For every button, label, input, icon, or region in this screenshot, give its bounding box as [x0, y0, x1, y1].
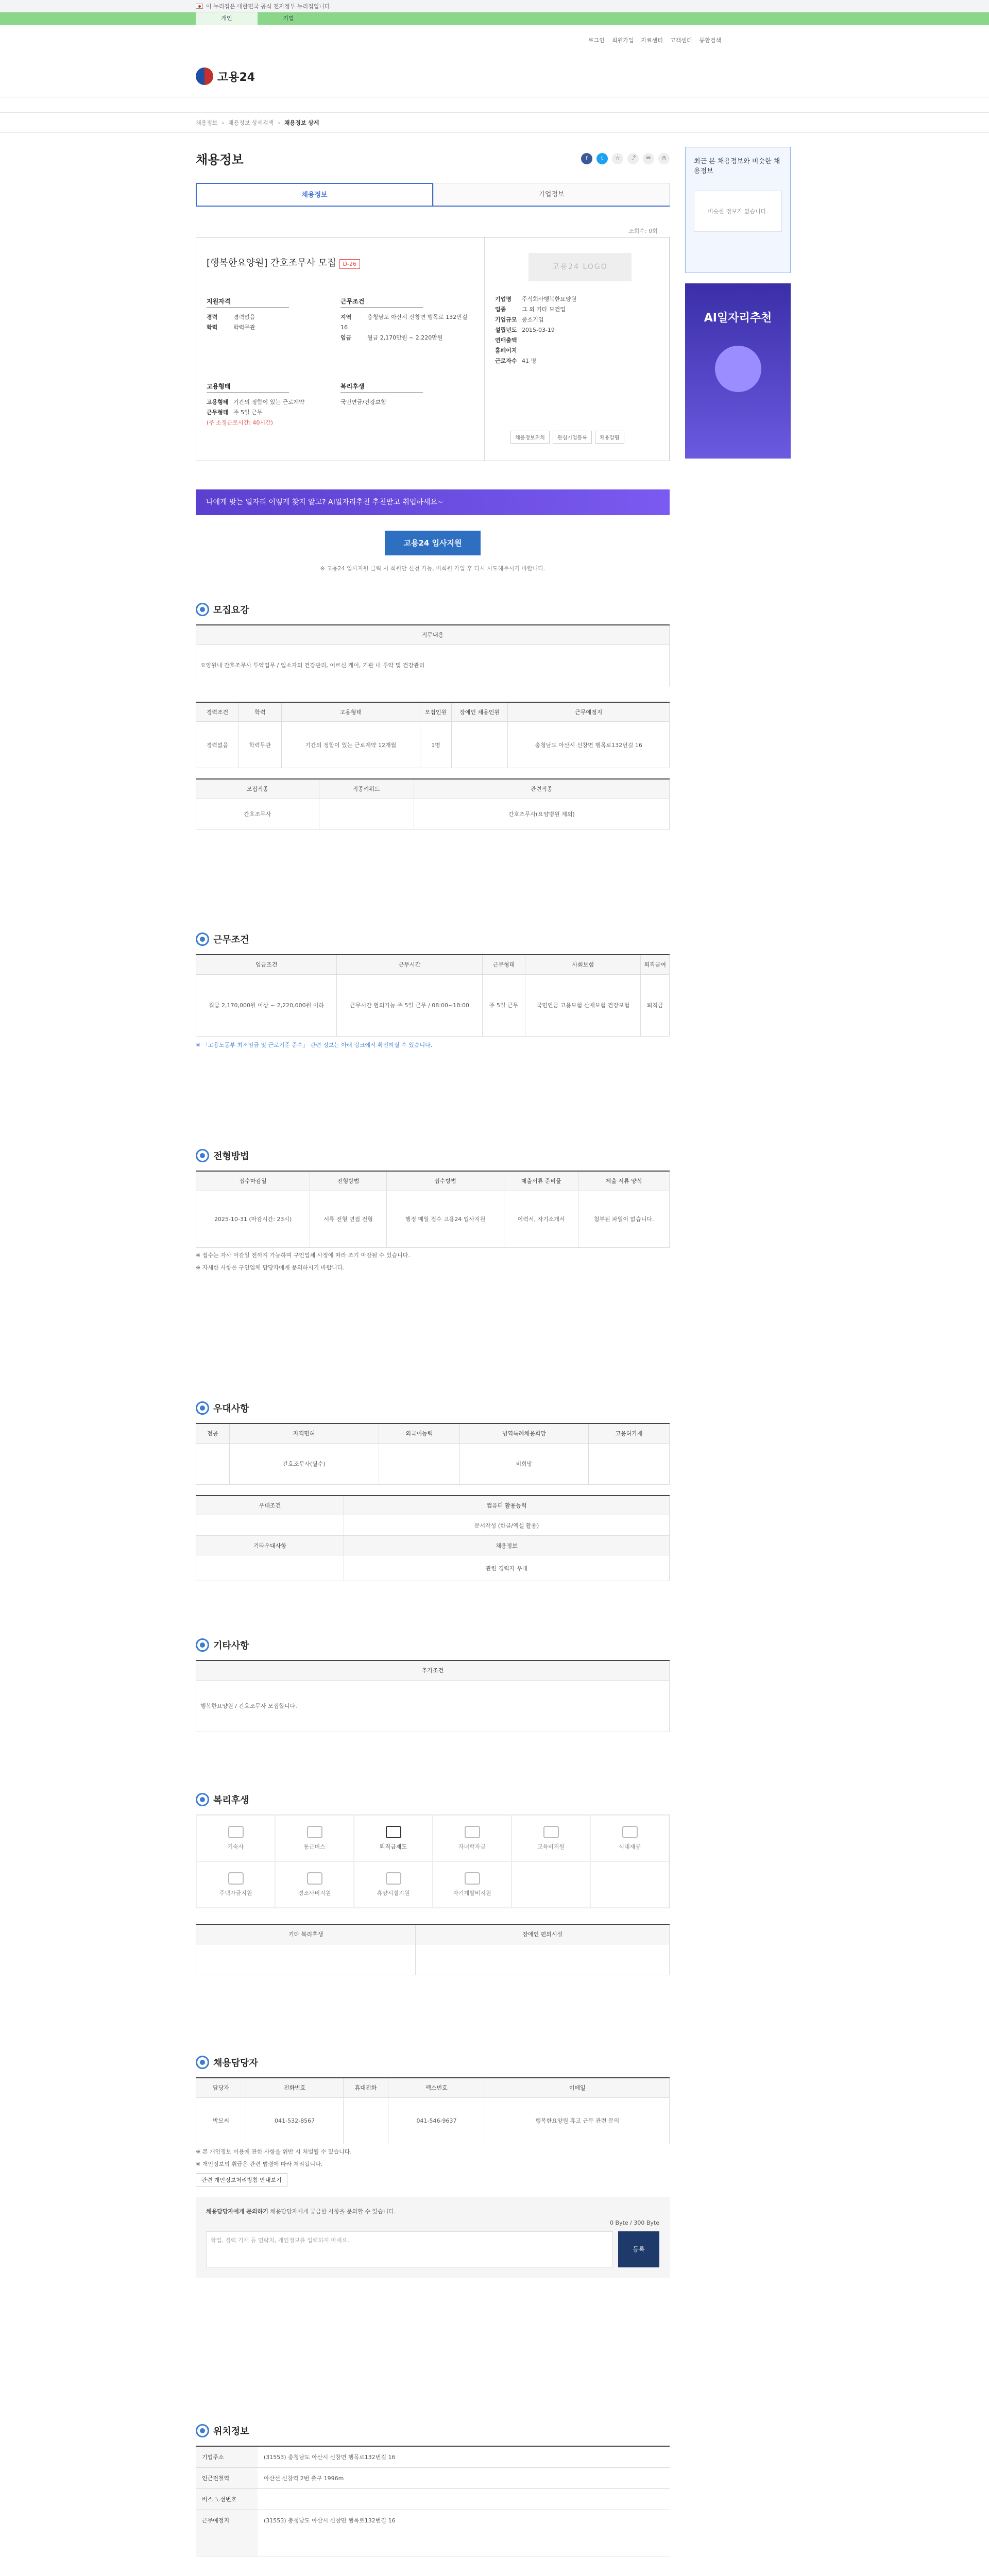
welfare-val: 국민연금/건강보험 [340, 399, 386, 405]
welfare-item [196, 1815, 275, 1861]
section-icon [196, 603, 209, 616]
company-key: 기업규모 [495, 316, 517, 323]
td [196, 1443, 230, 1484]
section-icon [196, 1793, 209, 1806]
dorm-icon [228, 1826, 244, 1838]
contact-note: ※ 개인정보의 취급은 관련 법령에 따라 처리됩니다. [196, 2160, 323, 2167]
btn-fav-company[interactable]: 관심기업등록 [553, 431, 592, 444]
util-resources[interactable]: 자료센터 [641, 37, 663, 44]
section-title-text: 전형방법 [213, 1151, 249, 1162]
section-title [196, 1401, 670, 1415]
td: 비희망 [460, 1443, 589, 1484]
cond-title: 근무조건 [340, 297, 423, 308]
welfare-label: 교육비지원 [537, 1843, 565, 1850]
mail-icon[interactable]: ✉ [643, 153, 654, 164]
emp-key: 고용형태 [207, 399, 229, 405]
td [344, 2097, 388, 2144]
welfare-item [590, 1861, 669, 1908]
welfare-label: 기숙사 [227, 1843, 244, 1850]
emp-val: 주 5일 근무 [233, 409, 263, 416]
location-row [196, 2468, 670, 2489]
location-list [196, 2446, 670, 2556]
td: 박모씨 [196, 2097, 246, 2144]
section-preference [196, 1401, 670, 1581]
th: 제출서류 준비물 [504, 1171, 578, 1191]
th: 모집직종 [196, 779, 319, 799]
crumb-1[interactable]: 채용정보 [196, 120, 218, 126]
th: 기타 복리후생 [196, 1924, 416, 1944]
td [451, 722, 508, 768]
welfare-item [196, 1861, 275, 1908]
section-selection [196, 1149, 670, 1273]
tab-job-info[interactable]: 채용정보 [196, 183, 433, 206]
util-login[interactable]: 로그인 [588, 37, 605, 44]
th: 추가조건 [196, 1660, 670, 1680]
welfare-item [354, 1815, 433, 1861]
side-empty: 비슷한 정보가 없습니다. [694, 191, 782, 232]
company-key: 설립년도 [495, 327, 517, 333]
welfare-item [433, 1815, 511, 1861]
occupation-table [196, 778, 670, 830]
td [379, 1443, 459, 1484]
section-title [196, 1638, 670, 1652]
section-title [196, 1793, 670, 1806]
td: 월급 2,170,000원 이상 ~ 2,220,000원 이하 [196, 974, 337, 1036]
th: 직무내용 [196, 625, 670, 645]
td: 간호조무사(요양병원 제외) [414, 799, 669, 829]
pension-icon [386, 1826, 401, 1838]
company-val: 41 명 [522, 358, 537, 364]
flag-icon [196, 4, 203, 9]
td: 첨부된 파일이 없습니다. [578, 1191, 670, 1247]
section-title [196, 933, 670, 946]
section-location [196, 2424, 670, 2556]
scholarship-icon [465, 1826, 480, 1838]
section-icon [196, 933, 209, 946]
th: 담당자 [196, 2078, 246, 2097]
td [319, 799, 414, 829]
td [196, 1515, 344, 1536]
welfare-title: 복리후생 [340, 382, 423, 393]
section-title [196, 1149, 670, 1162]
th: 사회보험 [525, 955, 641, 974]
welfare-label: 자녀학자금 [458, 1843, 486, 1850]
th: 접수방법 [386, 1171, 504, 1191]
print-icon[interactable]: ⎙ [658, 153, 670, 164]
emp-note: (주 소정근로시간: 40시간) [207, 419, 273, 426]
contact-note: ※ 본 개인정보 이용에 관한 사항을 위반 시 처벌될 수 있습니다. [196, 2148, 352, 2155]
emp-title: 고용형태 [207, 382, 289, 393]
req-title: 지원자격 [207, 297, 289, 308]
td [416, 1944, 670, 1975]
td: 근무시간 협의가능 주 5일 근무 / 08:00~18:00 [337, 974, 483, 1036]
section-title [196, 2424, 670, 2437]
duty-table [196, 624, 670, 686]
book-icon [465, 1872, 480, 1885]
th: 임금조건 [196, 955, 337, 974]
th: 이메일 [485, 2078, 670, 2097]
side-ai-ad[interactable] [685, 283, 791, 459]
company-val: 그 외 기타 보건업 [522, 306, 566, 313]
btn-alert[interactable]: 채용알림 [595, 431, 624, 444]
loc-val: 아산선 신창역 2번 출구 1996m [264, 2475, 344, 2482]
section-title [196, 603, 670, 616]
section-icon [196, 1638, 209, 1652]
welfare-label: 자기계발비지원 [453, 1890, 491, 1896]
section-contact [196, 2056, 670, 2278]
crumb-2[interactable]: 채용정보 상세검색 [228, 120, 274, 126]
view-count: 조회수: 0회 [628, 228, 658, 234]
emp-key: 근무형태 [207, 409, 229, 416]
cond-list [340, 312, 474, 343]
inquiry-textarea[interactable]: 학업, 경력 기재 등 연락처, 개인정보를 입력하지 마세요. [206, 2231, 613, 2267]
req-val: 경력없음 [233, 314, 255, 320]
twitter-icon[interactable]: t [596, 153, 608, 164]
req-val: 학력무관 [233, 324, 255, 331]
job-title-text: [행복한요양원] 간호조무사 모집 [207, 258, 336, 268]
bus-icon [307, 1826, 322, 1838]
welfare-table [196, 1924, 670, 1975]
th: 기타우대사항 [196, 1536, 344, 1555]
req-key: 학력 [207, 324, 218, 331]
welfare-grid [196, 1815, 670, 1908]
section-icon [196, 2424, 209, 2437]
inquiry-title: 채용담당자에게 문의하기 [206, 2208, 268, 2215]
td: 퇴직금 [641, 974, 670, 1036]
location-row [196, 2447, 670, 2468]
dday-badge: D-26 [339, 259, 360, 269]
welfare-item [275, 1815, 354, 1861]
td: 간호조무사 [196, 799, 319, 829]
star-icon[interactable]: ☆ [612, 153, 623, 164]
share-buttons [581, 153, 670, 164]
section-icon [196, 1149, 209, 1162]
th: 고용형태 [281, 702, 420, 722]
section-title-text: 우대사항 [213, 1403, 249, 1414]
section-title-text: 채용담당자 [213, 2058, 258, 2069]
td: 충청남도 아산시 신창면 행목로132번길 16 [508, 722, 670, 768]
selection-table [196, 1171, 670, 1248]
td: 관련 경력자 우대 [344, 1555, 670, 1581]
preference-table-2 [196, 1495, 670, 1582]
resort-icon [386, 1872, 401, 1885]
td: 간호조무사(필수) [229, 1443, 379, 1484]
side-ad-title: AI일자리추천 [704, 312, 772, 325]
apply-note: ※ 고용24 입사지원 클릭 시 회원만 신청 가능, 비회원 가입 후 다시 시도해주시기 바랍니다. [320, 565, 545, 572]
section-welfare [196, 1793, 670, 1975]
section-recruit [196, 603, 670, 830]
crumb-sep-icon: › [221, 119, 224, 126]
env-tabs [0, 12, 989, 25]
selection-note: ※ 접수는 자사 마감일 전까지 가능하며 구인업체 사정에 따라 조기 마감될 수 있습니다. [196, 1251, 410, 1259]
section-etc [196, 1638, 670, 1732]
robot-icon [715, 346, 761, 392]
inquiry-box [196, 2197, 670, 2278]
section-title-text: 위치정보 [213, 2426, 249, 2437]
etc-table [196, 1660, 670, 1732]
th: 학력 [238, 702, 281, 722]
th: 휴대전화 [344, 2078, 388, 2097]
td: 행복한요양원 휴고 근무 관련 문의 [485, 2097, 670, 2144]
section-icon [196, 2056, 209, 2069]
company-info [495, 294, 660, 366]
th: 외국어능력 [379, 1423, 459, 1443]
welfare-item [590, 1815, 669, 1861]
recruit-table [196, 702, 670, 769]
preference-table [196, 1423, 670, 1485]
td [196, 1555, 344, 1581]
detail-tabs [196, 183, 670, 207]
th: 접수마감일 [196, 1171, 310, 1191]
th: 전화번호 [246, 2078, 344, 2097]
td: 국민연금 고용보험 산재보험 건강보험 [525, 974, 641, 1036]
company-key: 근로자수 [495, 358, 517, 364]
th: 채용정보 [344, 1536, 670, 1555]
th: 관련직종 [414, 779, 669, 799]
meal-icon [622, 1826, 638, 1838]
welfare-item [354, 1861, 433, 1908]
welfare-item [511, 1861, 590, 1908]
loc-val: (31553) 충청남도 아산시 신창면 행목로132번길 16 [264, 2517, 396, 2524]
logo-text: 고용24 [217, 71, 255, 84]
welfare-label: 식대제공 [619, 1843, 641, 1850]
inquiry-row [206, 2231, 659, 2267]
loc-key: 인근전철역 [196, 2468, 258, 2488]
location-row [196, 2510, 670, 2556]
tab-company-info[interactable]: 기업정보 [433, 183, 670, 206]
util-signup[interactable]: 회원가입 [611, 37, 634, 44]
th: 제출 서류 양식 [578, 1171, 670, 1191]
site-logo[interactable] [0, 56, 989, 97]
td [196, 1944, 416, 1975]
gift-icon [307, 1872, 322, 1885]
inquiry-desc: 채용담당자에게 궁금한 사항을 문의할 수 있습니다. [270, 2208, 396, 2215]
cond-key: 임금 [340, 334, 352, 341]
th: 전형방법 [310, 1171, 387, 1191]
company-key: 기업명 [495, 296, 511, 302]
td: 서류 전형 면접 전형 [310, 1191, 387, 1247]
share-icon[interactable]: ⤴ [627, 153, 639, 164]
company-key: 업종 [495, 306, 506, 313]
house-icon [228, 1872, 244, 1885]
welfare-label: 휴양시설지원 [377, 1890, 410, 1896]
cond-val: 충청남도 아산시 신창면 행목로 132번길 16 [340, 314, 468, 331]
ai-ad-banner[interactable]: 나에게 맞는 일자리 어떻게 찾지 알고? AI일자리추천 추천받고 취업하세요~ [196, 489, 670, 515]
title-row [196, 149, 670, 167]
page-title: 채용정보 [196, 152, 244, 167]
td: 경력없음 [196, 722, 239, 768]
emp-val: 기간의 정함이 있는 근로계약 [233, 399, 305, 405]
td: 학력무관 [238, 722, 281, 768]
th: 병역특례채용희망 [460, 1423, 589, 1443]
company-buttons [510, 431, 624, 444]
job-title [207, 256, 360, 269]
welfare-label: 경조사비지원 [298, 1890, 331, 1896]
env-tab-company[interactable]: 기업 [283, 15, 294, 22]
selection-note: ※ 자세한 사항은 구인업체 담당자에게 문의하시기 바랍니다. [196, 1264, 345, 1271]
section-title [196, 2056, 670, 2069]
th: 직종키워드 [319, 779, 414, 799]
td: 041-532-8567 [246, 2097, 344, 2144]
section-title-text: 모집요강 [213, 605, 249, 616]
td: 1명 [420, 722, 452, 768]
crumb-sep-icon: › [278, 119, 280, 126]
th: 경력조건 [196, 702, 239, 722]
section-title-text: 기타사항 [213, 1640, 249, 1651]
env-tab-personal[interactable]: 개인 [196, 12, 258, 25]
loc-val [258, 2489, 670, 2510]
td: 이력서, 자기소개서 [504, 1191, 578, 1247]
section-icon [196, 1401, 209, 1415]
taegeuk-icon [196, 67, 213, 85]
company-key: 연매출액 [495, 337, 517, 344]
welfare-label: 주택자금지원 [219, 1890, 252, 1896]
conditions-note[interactable]: ※ 「고용노동부 최저임금 및 근로기준 준수」 관련 정보는 아래 링크에서 확인하실 수 있습니다. [196, 1041, 433, 1048]
req-key: 경력 [207, 314, 218, 320]
td: 요양원내 간호조무사 투약업무 / 입소자의 건강관리, 어르신 케어, 기관 내 투약 및 건강관리 [196, 645, 670, 686]
crumb-3: 채용정보 상세 [284, 120, 319, 126]
th: 고용허가제 [588, 1423, 669, 1443]
welfare-label: 퇴직금제도 [379, 1843, 407, 1850]
byte-count: 0 Byte / 300 Byte [610, 2219, 659, 2226]
util-support[interactable]: 고객센터 [670, 37, 692, 44]
td: 행정 메일 접수 고용24 입사지원 [386, 1191, 504, 1247]
location-row [196, 2489, 670, 2510]
cond-key: 지역 [340, 314, 352, 320]
loc-val: (31553) 충청남도 아산시 신창면 행목로132번길 16 [264, 2454, 396, 2461]
util-search[interactable]: 통합검색 [699, 37, 721, 44]
btn-location[interactable]: 채용정보위치 [510, 431, 550, 444]
breadcrumb [0, 112, 989, 133]
section-title-text: 근무조건 [213, 935, 249, 945]
company-logo: 고용24 LOGO [528, 253, 632, 281]
th: 장애인 채용인원 [451, 702, 508, 722]
th: 자격면허 [229, 1423, 379, 1443]
welfare-item [433, 1861, 511, 1908]
gov-banner-text: 이 누리집은 대한민국 공식 전자정부 누리집입니다. [206, 3, 332, 10]
td [588, 1443, 669, 1484]
job-summary-card [196, 237, 670, 461]
cond-val: 월급 2,170만원 ~ 2,220만원 [367, 334, 443, 341]
welfare-label: 통근버스 [303, 1843, 326, 1850]
th: 전공 [196, 1423, 230, 1443]
company-key: 홈페이지 [495, 347, 517, 354]
util-nav [0, 25, 989, 56]
th: 퇴직급여 [641, 955, 670, 974]
loc-key: 버스 노선번호 [196, 2489, 258, 2510]
company-val: 2015-03-19 [522, 327, 555, 333]
td: 2025-10-31 (마감시간: 23시) [196, 1191, 310, 1247]
th: 컴퓨터 활용능력 [344, 1496, 670, 1515]
th: 장애인 편의시설 [416, 1924, 670, 1944]
th: 근무시간 [337, 955, 483, 974]
loc-key: 근무예정지 [196, 2510, 258, 2556]
req-list [207, 312, 255, 333]
td: 문서작성 (한글/엑셀 활용) [344, 1515, 670, 1536]
inquiry-submit-button[interactable]: 등록 [618, 2231, 659, 2267]
section-title-text: 복리후생 [213, 1795, 249, 1806]
th: 우대조건 [196, 1496, 344, 1515]
education-icon [543, 1826, 559, 1838]
conditions-table [196, 954, 670, 1037]
company-val: 주식회사행복한요양원 [522, 296, 577, 302]
welfare-item [511, 1815, 590, 1861]
gov-banner [0, 0, 989, 12]
th: 근무형태 [482, 955, 525, 974]
apply-button[interactable]: 고용24 입사지원 [385, 531, 481, 555]
th: 근무예정지 [508, 702, 670, 722]
gnb [0, 97, 989, 112]
td: 주 5일 근무 [482, 974, 525, 1036]
loc-key: 기업주소 [196, 2447, 258, 2467]
welfare-item [275, 1861, 354, 1908]
facebook-icon[interactable]: f [581, 153, 592, 164]
side-recent-jobs [685, 147, 791, 273]
company-val: 중소기업 [522, 316, 544, 323]
th: 팩스번호 [388, 2078, 485, 2097]
td: 041-546-9637 [388, 2097, 485, 2144]
th: 모집인원 [420, 702, 452, 722]
td: 기간의 정함이 있는 근로계약 12개월 [281, 722, 420, 768]
section-conditions [196, 933, 670, 1050]
privacy-button[interactable]: 관련 개인정보처리방침 안내보기 [196, 2173, 287, 2187]
contact-table [196, 2077, 670, 2144]
side-title: 최근 본 채용정보와 비슷한 채용정보 [694, 158, 780, 175]
emp-list [207, 397, 335, 428]
td: 행복한요양원 / 간호조무사 모집합니다. [196, 1680, 670, 1732]
